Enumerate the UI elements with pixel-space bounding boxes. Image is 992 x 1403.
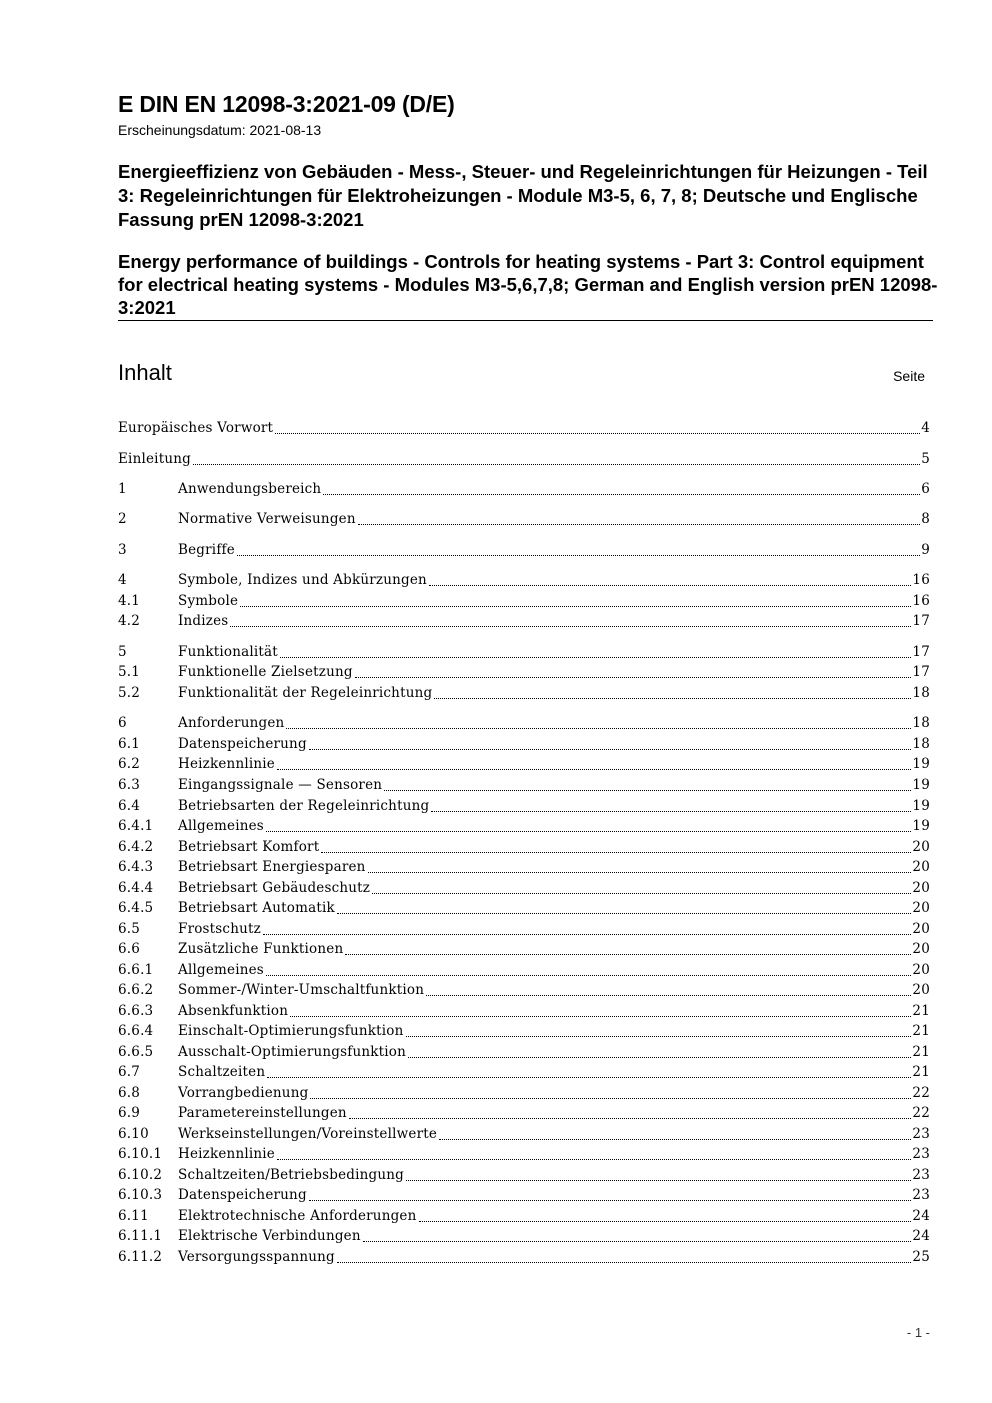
- toc-entry-title: Parametereinstellungen: [178, 1105, 347, 1121]
- toc-entry[interactable]: [118, 980, 930, 1000]
- toc-entry-title: Sommer-/Winter-Umschaltfunktion: [178, 982, 425, 998]
- toc-dot-leader: [349, 1118, 912, 1119]
- toc-dot-leader: [345, 954, 911, 955]
- toc-dot-leader: [266, 975, 911, 976]
- toc-dot-leader: [337, 913, 912, 914]
- toc-dot-leader: [337, 1262, 912, 1263]
- toc-entry[interactable]: [118, 939, 930, 959]
- toc-entry-title: Normative Verweisungen: [178, 511, 356, 527]
- toc-entry-page: 18: [912, 736, 930, 752]
- toc-dot-leader: [266, 831, 911, 832]
- toc-entry[interactable]: [118, 713, 930, 733]
- toc-entry-number: 6.11.1: [118, 1228, 163, 1244]
- toc-entry-title: Betriebsart Energiesparen: [178, 859, 366, 875]
- toc-entry-number: 6.11.2: [118, 1249, 163, 1265]
- toc-entry[interactable]: [118, 662, 930, 682]
- toc-dot-leader: [193, 464, 920, 465]
- toc-entry-page: 18: [912, 715, 930, 731]
- toc-dot-leader: [321, 852, 911, 853]
- toc-entry-title: Funktionalität: [178, 644, 278, 660]
- toc-entry[interactable]: [118, 1021, 930, 1041]
- toc-entry-page: 16: [912, 572, 930, 588]
- toc-entry-title: Heizkennlinie: [178, 1146, 275, 1162]
- toc-entry-page: 20: [912, 859, 930, 875]
- document-id: E DIN EN 12098-3:2021-09 (D/E): [118, 91, 455, 117]
- toc-entry-number: 5.2: [118, 685, 141, 701]
- toc-entry-number: 6.1: [118, 736, 141, 752]
- toc-entry[interactable]: [118, 418, 930, 438]
- toc-entry-title: Zusätzliche Funktionen: [178, 941, 344, 957]
- toc-dot-leader: [263, 934, 911, 935]
- toc-entry-title: Ausschalt-Optimierungsfunktion: [178, 1044, 407, 1060]
- toc-entry[interactable]: [118, 1206, 930, 1226]
- toc-entry-page: 16: [912, 593, 930, 609]
- toc-entry-number: 6.8: [118, 1085, 141, 1101]
- toc-entry[interactable]: [118, 754, 930, 774]
- release-date: Erscheinungsdatum: 2021-08-13: [118, 122, 322, 138]
- toc-entry[interactable]: [118, 479, 930, 499]
- toc-entry-number: 6.4.4: [118, 880, 154, 896]
- toc-entry[interactable]: [118, 1226, 930, 1246]
- toc-dot-leader: [280, 657, 912, 658]
- toc-entry-title: Betriebsart Automatik: [178, 900, 335, 916]
- toc-entry-page: 6: [921, 481, 930, 497]
- toc-entry-page: 20: [912, 962, 930, 978]
- toc-dot-leader: [429, 585, 911, 586]
- toc-entry-page: 25: [912, 1249, 930, 1265]
- toc-entry-number: 2: [118, 511, 127, 527]
- toc-entry-number: 6.10.2: [118, 1167, 163, 1183]
- toc-entry-page: 22: [912, 1085, 930, 1101]
- toc-dot-leader: [240, 606, 911, 607]
- toc-entry[interactable]: [118, 1103, 930, 1123]
- toc-entry-title: Elektrische Verbindungen: [178, 1228, 361, 1244]
- toc-entry-title: Allgemeines: [178, 818, 264, 834]
- toc-entry-page: 22: [912, 1105, 930, 1121]
- toc-entry[interactable]: [118, 683, 930, 703]
- toc-entry-page: 24: [912, 1228, 930, 1244]
- toc-entry-page: 23: [912, 1146, 930, 1162]
- toc-entry-title: Einleitung: [118, 451, 191, 467]
- toc-entry-title: Betriebsart Gebäudeschutz: [178, 880, 371, 896]
- toc-entry-title: Betriebsart Komfort: [178, 839, 320, 855]
- toc-entry-title: Europäisches Vorwort: [118, 420, 274, 436]
- toc-entry[interactable]: [118, 1083, 930, 1103]
- toc-entry[interactable]: [118, 1124, 930, 1144]
- toc-entry-title: Eingangssignale — Sensoren: [178, 777, 383, 793]
- toc-entry-page: 21: [912, 1064, 930, 1080]
- toc-entry[interactable]: [118, 734, 930, 754]
- toc-entry-title: Werkseinstellungen/Voreinstellwerte: [178, 1126, 438, 1142]
- toc-entry-page: 19: [912, 777, 930, 793]
- toc-page-label: Seite: [893, 368, 925, 384]
- toc-entry[interactable]: [118, 1001, 930, 1021]
- toc-dot-leader: [237, 555, 920, 556]
- toc-entry-title: Anwendungsbereich: [178, 481, 322, 497]
- toc-entry-page: 23: [912, 1126, 930, 1142]
- toc-entry[interactable]: [118, 1062, 930, 1082]
- toc-entry-title: Begriffe: [178, 542, 235, 558]
- toc-entry-page: 23: [912, 1167, 930, 1183]
- footer-page-number: - 1 -: [906, 1325, 930, 1340]
- toc-entry-number: 6: [118, 715, 127, 731]
- toc-entry-number: 4: [118, 572, 127, 588]
- toc-entry-number: 6.10.3: [118, 1187, 163, 1203]
- toc-dot-leader: [368, 872, 912, 873]
- toc-entry-title: Indizes: [178, 613, 229, 629]
- toc-entry-number: 5: [118, 644, 127, 660]
- toc-entry-page: 24: [912, 1208, 930, 1224]
- toc-entry-page: 19: [912, 756, 930, 772]
- toc-entry-title: Funktionelle Zielsetzung: [178, 664, 353, 680]
- toc-entry-page: 20: [912, 941, 930, 957]
- toc-entry-number: 6.2: [118, 756, 141, 772]
- toc-entry-title: Einschalt-Optimierungsfunktion: [178, 1023, 404, 1039]
- toc-entry-number: 6.4: [118, 798, 141, 814]
- toc-dot-leader: [277, 1159, 911, 1160]
- toc-dot-leader: [267, 1077, 911, 1078]
- toc-entry-title: Elektrotechnische Anforderungen: [178, 1208, 417, 1224]
- toc-dot-leader: [277, 769, 911, 770]
- toc-dot-leader: [355, 677, 912, 678]
- toc-dot-leader: [358, 524, 920, 525]
- toc-entry[interactable]: [118, 611, 930, 631]
- toc-entry-title: Heizkennlinie: [178, 756, 275, 772]
- toc-entry-number: 6.6: [118, 941, 141, 957]
- toc-dot-leader: [439, 1139, 911, 1140]
- toc-entry-title: Anforderungen: [178, 715, 285, 731]
- toc-entry-number: 5.1: [118, 664, 141, 680]
- toc-entry-page: 8: [921, 511, 930, 527]
- toc-entry-page: 20: [912, 880, 930, 896]
- toc-entry[interactable]: [118, 642, 930, 662]
- toc-entry-number: 4.2: [118, 613, 141, 629]
- toc-entry-number: 6.11: [118, 1208, 149, 1224]
- toc-entry[interactable]: [118, 775, 930, 795]
- toc-entry[interactable]: [118, 878, 930, 898]
- toc-entry-title: Betriebsarten der Regeleinrichtung: [178, 798, 430, 814]
- toc-entry[interactable]: [118, 1144, 930, 1164]
- toc-entry[interactable]: [118, 570, 930, 590]
- toc-entry[interactable]: [118, 816, 930, 836]
- toc-entry-number: 6.4.3: [118, 859, 154, 875]
- toc-entry-page: 17: [912, 613, 930, 629]
- toc-entry-title: Absenkfunktion: [178, 1003, 289, 1019]
- toc-entry-page: 19: [912, 798, 930, 814]
- toc-dot-leader: [323, 494, 920, 495]
- toc-entry[interactable]: [118, 591, 930, 611]
- toc-dot-leader: [309, 749, 912, 750]
- toc-entry-page: 20: [912, 839, 930, 855]
- toc-dot-leader: [310, 1098, 911, 1099]
- toc-entry-number: 6.6.3: [118, 1003, 154, 1019]
- toc-dot-leader: [419, 1221, 912, 1222]
- toc-entry[interactable]: [118, 919, 930, 939]
- toc-dot-leader: [384, 790, 911, 791]
- toc-entry-title: Funktionalität der Regeleinrichtung: [178, 685, 433, 701]
- title-english: Energy performance of buildings - Controls for heating systems - Part 3: Control equipment for electrical heating systems - Modules M3-5,6,7,8; German and English version prEN 12098-3:2021: [118, 251, 938, 318]
- toc-entry-number: 6.6.4: [118, 1023, 154, 1039]
- toc-dot-leader: [230, 626, 911, 627]
- toc-entry[interactable]: [118, 449, 930, 469]
- toc-entry-number: 6.9: [118, 1105, 141, 1121]
- toc-entry-page: 9: [921, 542, 930, 558]
- toc-entry[interactable]: [118, 837, 930, 857]
- title-divider: [118, 320, 933, 321]
- toc-entry-page: 4: [921, 420, 930, 436]
- toc-entry[interactable]: [118, 898, 930, 918]
- toc-dot-leader: [363, 1241, 912, 1242]
- toc-entry-page: 18: [912, 685, 930, 701]
- toc-entry-number: 6.6.2: [118, 982, 154, 998]
- toc-dot-leader: [286, 728, 911, 729]
- toc-entry-page: 21: [912, 1023, 930, 1039]
- toc-entry-title: Datenspeicherung: [178, 736, 307, 752]
- toc-entry-title: Allgemeines: [178, 962, 264, 978]
- toc-entry[interactable]: [118, 960, 930, 980]
- toc-entry-title: Symbole: [178, 593, 239, 609]
- toc-entry[interactable]: [118, 540, 930, 560]
- toc-entry-number: 6.6.5: [118, 1044, 154, 1060]
- toc-entry-page: 19: [912, 818, 930, 834]
- toc-entry-page: 20: [912, 921, 930, 937]
- toc-entry-page: 5: [921, 451, 930, 467]
- toc-entry-number: 6.7: [118, 1064, 141, 1080]
- toc-dot-leader: [372, 893, 911, 894]
- toc-dot-leader: [408, 1057, 911, 1058]
- toc-entry[interactable]: [118, 1247, 930, 1267]
- toc-entry-number: 6.10.1: [118, 1146, 163, 1162]
- toc-entry-title: Schaltzeiten: [178, 1064, 266, 1080]
- toc-entry-title: Datenspeicherung: [178, 1187, 307, 1203]
- toc-dot-leader: [431, 811, 911, 812]
- toc-entry-number: 1: [118, 481, 127, 497]
- toc-entry-title: Symbole, Indizes und Abkürzungen: [178, 572, 427, 588]
- toc-entry-title: Vorrangbedienung: [178, 1085, 309, 1101]
- toc-entry[interactable]: [118, 1042, 930, 1062]
- toc-entry[interactable]: [118, 796, 930, 816]
- toc-entry-number: 6.6.1: [118, 962, 154, 978]
- toc-entry-number: 6.5: [118, 921, 141, 937]
- toc-dot-leader: [434, 698, 911, 699]
- toc-entry-title: Versorgungsspannung: [178, 1249, 335, 1265]
- toc-entry-title: Frostschutz: [178, 921, 261, 937]
- toc-entry-page: 20: [912, 982, 930, 998]
- toc-dot-leader: [275, 433, 920, 434]
- toc-entry-number: 6.4.5: [118, 900, 154, 916]
- toc-entry-number: 4.1: [118, 593, 141, 609]
- toc-entry-page: 20: [912, 900, 930, 916]
- toc-entry-page: 21: [912, 1044, 930, 1060]
- toc-dot-leader: [290, 1016, 911, 1017]
- toc-entry-page: 17: [912, 644, 930, 660]
- toc-heading: Inhalt: [118, 360, 172, 385]
- toc-dot-leader: [309, 1200, 912, 1201]
- toc-entry-page: 23: [912, 1187, 930, 1203]
- toc-entry-number: 3: [118, 542, 127, 558]
- toc-dot-leader: [406, 1180, 911, 1181]
- toc-entry-number: 6.4.2: [118, 839, 154, 855]
- toc-entry[interactable]: [118, 1165, 930, 1185]
- toc-dot-leader: [426, 995, 911, 996]
- toc-entry-title: Schaltzeiten/Betriebsbedingung: [178, 1167, 404, 1183]
- toc-entry-number: 6.10: [118, 1126, 149, 1142]
- title-german: Energieeffizienz von Gebäuden - Mess-, Steuer- und Regeleinrichtungen für Heizungen - Teil 3: Regeleinrichtungen für Elektroheizungen - Module M3-5, 6, 7, 8; Deutsche und Englische Fassung prEN 12098-3:2021: [118, 161, 928, 230]
- toc-entry[interactable]: [118, 1185, 930, 1205]
- toc-entry-number: 6.4.1: [118, 818, 154, 834]
- toc-entry[interactable]: [118, 857, 930, 877]
- toc-entry-number: 6.3: [118, 777, 141, 793]
- toc-entry[interactable]: [118, 509, 930, 529]
- toc-dot-leader: [406, 1036, 912, 1037]
- toc-entry-page: 17: [912, 664, 930, 680]
- toc-entry-page: 21: [912, 1003, 930, 1019]
